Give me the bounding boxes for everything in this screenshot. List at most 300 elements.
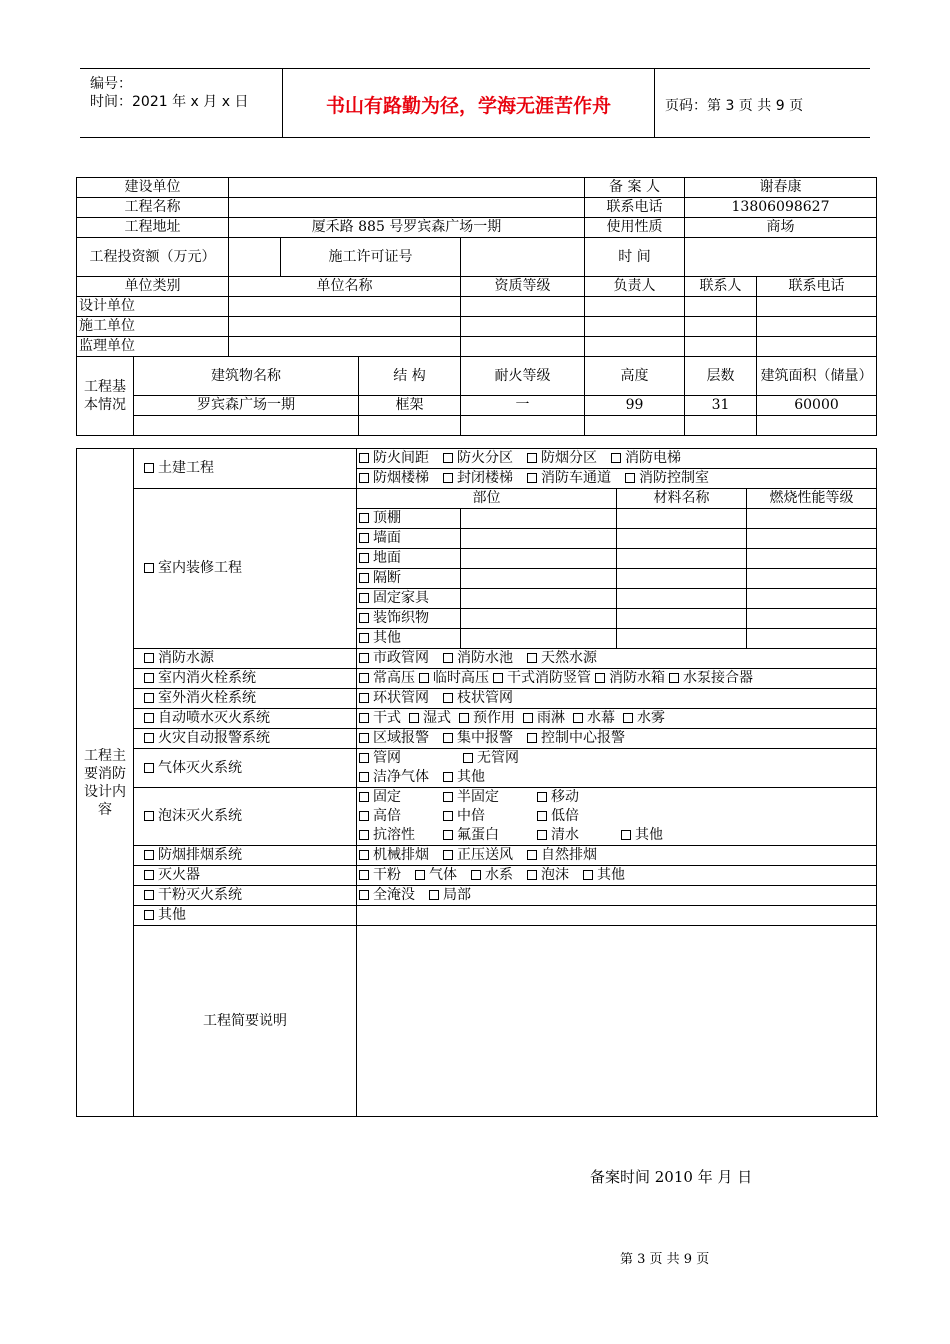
part-option[interactable] (357, 609, 461, 629)
unit-name-cell[interactable] (229, 297, 461, 317)
material-cell[interactable] (617, 629, 747, 649)
checkbox-icon[interactable] (359, 811, 369, 821)
option-label: 预作用 (473, 710, 515, 726)
time-label: 时间：2021 年 x 月 x 日 (90, 94, 249, 110)
contact-phone-cell[interactable] (757, 337, 877, 357)
basic-header-row (77, 357, 877, 396)
checkbox-icon[interactable] (443, 792, 453, 802)
contact-phone-cell[interactable] (757, 297, 877, 317)
checkbox-icon[interactable] (443, 453, 453, 463)
sprinkler-label: 自动喷水灭火系统 (158, 710, 270, 726)
option-label: 气体 (429, 867, 457, 883)
option-label: 消防水池 (457, 650, 513, 666)
qualification-cell[interactable] (461, 317, 585, 337)
checkbox-icon[interactable] (573, 713, 583, 723)
checkbox-icon[interactable] (527, 453, 537, 463)
checkbox-icon[interactable] (359, 553, 369, 563)
indoor-hydrant-row (77, 669, 877, 689)
alarm-label: 火灾自动报警系统 (158, 730, 270, 746)
part-option[interactable] (357, 529, 461, 549)
checkbox-icon[interactable] (144, 713, 154, 723)
gas-label: 气体灭火系统 (158, 759, 242, 776)
unit-type: 施工单位 (77, 317, 229, 337)
basic-empty-row (77, 416, 877, 436)
checkbox-icon[interactable] (144, 811, 154, 821)
part-option[interactable] (357, 569, 461, 589)
alarm-item[interactable] (134, 729, 357, 749)
page-number: 第 3 页 共 9 页 (620, 1252, 710, 1267)
checkbox-icon[interactable] (669, 673, 679, 683)
header-page: 页码：第 3 页 共 9 页 (665, 98, 804, 114)
header-motto: 书山有路勤为径，学海无涯苦作舟 (325, 95, 611, 117)
option-label: 清水 (551, 827, 579, 843)
area[interactable]: 60000 (757, 396, 877, 416)
checkbox-icon[interactable] (527, 850, 537, 860)
checkbox-icon[interactable] (459, 713, 469, 723)
combustion-cell[interactable] (747, 609, 877, 629)
construction-unit-value[interactable] (229, 178, 585, 198)
checkbox-icon[interactable] (463, 753, 473, 763)
interior-item[interactable] (134, 489, 357, 649)
checkbox-icon[interactable] (359, 513, 369, 523)
checkbox-icon[interactable] (623, 713, 633, 723)
extinguisher-row (77, 866, 877, 886)
checkbox-icon[interactable] (527, 870, 537, 880)
empty-cell[interactable] (585, 416, 685, 436)
contact-cell[interactable] (685, 317, 757, 337)
basic-value-row (77, 396, 877, 416)
unit-name-cell[interactable] (229, 337, 461, 357)
civil-options-1 (357, 449, 877, 469)
phone-value[interactable]: 13806098627 (685, 198, 877, 218)
row-construction-unit (77, 178, 877, 198)
option-label: 消防控制室 (639, 470, 709, 486)
checkbox-icon[interactable] (359, 633, 369, 643)
fire-rating-header: 耐火等级 (461, 357, 585, 396)
indoor-hydrant-options (357, 669, 877, 689)
combustion-cell[interactable] (747, 629, 877, 649)
phone-label: 联系电话 (585, 198, 685, 218)
building-name-header: 建筑物名称 (134, 357, 359, 396)
unit-type: 监理单位 (77, 337, 229, 357)
option-label: 半固定 (457, 789, 499, 805)
empty-cell[interactable] (359, 416, 461, 436)
permit-value[interactable] (461, 238, 585, 277)
contact-cell[interactable] (685, 297, 757, 317)
checkbox-icon[interactable] (443, 830, 453, 840)
checkbox-icon[interactable] (359, 473, 369, 483)
time-field-value[interactable] (685, 238, 877, 277)
option-label: 水系 (485, 867, 513, 883)
checkbox-icon[interactable] (359, 830, 369, 840)
powder-options (357, 886, 877, 906)
construction-unit-label: 建设单位 (77, 178, 229, 198)
option-label: 水幕 (587, 710, 615, 726)
contact-phone-header: 联系电话 (757, 277, 877, 297)
checkbox-icon[interactable] (359, 533, 369, 543)
checkbox-icon[interactable] (527, 733, 537, 743)
option-label: 中倍 (457, 808, 485, 824)
usage-label: 使用性质 (585, 218, 685, 238)
checkbox-icon[interactable] (359, 733, 369, 743)
floors-header: 层数 (685, 357, 757, 396)
extinguisher-item[interactable] (134, 866, 357, 886)
checkbox-icon[interactable] (359, 653, 369, 663)
option-label: 常高压 (373, 670, 415, 686)
other-row (77, 906, 877, 926)
checkbox-icon[interactable] (144, 763, 154, 773)
checkbox-icon[interactable] (144, 850, 154, 860)
checkbox-icon[interactable] (443, 473, 453, 483)
design-table (76, 448, 877, 1117)
powder-label: 干粉灭火系统 (158, 887, 242, 903)
checkbox-icon[interactable] (471, 870, 481, 880)
unit-type: 设计单位 (77, 297, 229, 317)
option-label: 机械排烟 (373, 847, 429, 863)
part-cell[interactable] (461, 589, 617, 609)
checkbox-icon[interactable] (415, 870, 425, 880)
part-label: 地面 (373, 550, 401, 566)
responsible-cell[interactable] (585, 317, 685, 337)
row-project-name (77, 198, 877, 218)
foam-options-3 (357, 826, 877, 846)
header-motto-cell (283, 69, 655, 137)
foam-options-2 (357, 807, 877, 826)
checkbox-icon[interactable] (443, 850, 453, 860)
smoke-label: 防烟排烟系统 (158, 847, 242, 863)
unit-row (77, 317, 877, 337)
checkbox-icon[interactable] (443, 693, 453, 703)
summary-row (77, 926, 877, 1117)
contact-header: 联系人 (685, 277, 757, 297)
option-label: 枝状管网 (457, 690, 513, 706)
material-cell[interactable] (617, 609, 747, 629)
option-label: 区域报警 (373, 730, 429, 746)
option-label: 封闭楼梯 (457, 470, 513, 486)
units-header-row (77, 277, 877, 297)
option-label: 水泵接合器 (683, 670, 753, 686)
structure[interactable]: 框架 (359, 396, 461, 416)
checkbox-icon[interactable] (443, 811, 453, 821)
gas-item[interactable] (134, 749, 357, 788)
qualification-cell[interactable] (461, 297, 585, 317)
empty-cell[interactable] (461, 416, 585, 436)
option-label: 其他 (597, 867, 625, 883)
option-label: 干式消防竖管 (507, 670, 591, 686)
checkbox-icon[interactable] (595, 673, 605, 683)
permit-label: 施工许可证号 (281, 238, 461, 277)
option-label: 无管网 (477, 750, 519, 766)
part-header: 部位 (357, 489, 617, 509)
checkbox-icon[interactable] (523, 713, 533, 723)
address-label: 工程地址 (77, 218, 229, 238)
other-item[interactable] (134, 906, 357, 926)
gas-options-2 (357, 768, 877, 788)
indoor-hydrant-label: 室内消火栓系统 (158, 670, 256, 686)
checkbox-icon[interactable] (144, 890, 154, 900)
smoke-options (357, 846, 877, 866)
combustion-cell[interactable] (747, 529, 877, 549)
checkbox-icon[interactable] (359, 573, 369, 583)
summary-value[interactable] (357, 926, 877, 1117)
option-label: 氟蛋白 (457, 827, 499, 843)
combustion-cell[interactable] (747, 569, 877, 589)
extinguisher-label: 灭火器 (158, 867, 200, 883)
option-label: 高倍 (373, 808, 401, 824)
checkbox-icon[interactable] (359, 673, 369, 683)
checkbox-icon[interactable] (625, 473, 635, 483)
part-label: 顶棚 (373, 510, 401, 526)
checkbox-icon[interactable] (537, 811, 547, 821)
contact-phone-cell[interactable] (757, 317, 877, 337)
checkbox-icon[interactable] (443, 653, 453, 663)
option-label: 环状管网 (373, 690, 429, 706)
combustion-cell[interactable] (747, 509, 877, 529)
foam-label: 泡沫灭火系统 (158, 808, 242, 824)
checkbox-icon[interactable] (359, 772, 369, 782)
option-label: 全淹没 (373, 887, 415, 903)
interior-header-row (77, 489, 877, 509)
checkbox-icon[interactable] (144, 870, 154, 880)
checkbox-icon[interactable] (537, 830, 547, 840)
option-label: 消防电梯 (625, 450, 681, 466)
option-label: 防烟分区 (541, 450, 597, 466)
alarm-row (77, 729, 877, 749)
foam-row-1 (77, 788, 877, 808)
part-label: 固定家具 (373, 590, 429, 606)
smoke-item[interactable] (134, 846, 357, 866)
qualification-cell[interactable] (461, 337, 585, 357)
material-cell[interactable] (617, 549, 747, 569)
gas-row-1 (77, 749, 877, 769)
header-meta (80, 69, 283, 137)
checkbox-icon[interactable] (144, 653, 154, 663)
checkbox-icon[interactable] (493, 673, 503, 683)
material-cell[interactable] (617, 569, 747, 589)
option-label: 局部 (443, 887, 471, 903)
option-label: 雨淋 (537, 710, 565, 726)
building-name[interactable]: 罗宾森广场一期 (134, 396, 359, 416)
water-source-label: 消防水源 (158, 650, 214, 666)
option-label: 洁净气体 (373, 769, 429, 785)
option-label: 水雾 (637, 710, 665, 726)
height[interactable]: 99 (585, 396, 685, 416)
option-label: 自然排烟 (541, 847, 597, 863)
smoke-row (77, 846, 877, 866)
option-label: 抗溶性 (373, 827, 415, 843)
foam-options-1 (357, 788, 877, 808)
other-value[interactable] (357, 906, 877, 926)
part-option[interactable] (357, 629, 461, 649)
option-label: 泡沫 (541, 867, 569, 883)
alarm-options (357, 729, 877, 749)
option-label: 移动 (551, 789, 579, 805)
outdoor-hydrant-options (357, 689, 877, 709)
option-label: 低倍 (551, 808, 579, 824)
qualification-header: 资质等级 (461, 277, 585, 297)
filer-value[interactable]: 谢春康 (685, 178, 877, 198)
responsible-cell[interactable] (585, 297, 685, 317)
option-label: 其他 (457, 769, 485, 785)
checkbox-icon[interactable] (359, 593, 369, 603)
part-option[interactable] (357, 589, 461, 609)
empty-cell[interactable] (685, 416, 757, 436)
option-label: 临时高压 (433, 670, 489, 686)
checkbox-icon[interactable] (144, 733, 154, 743)
water-source-options (357, 649, 877, 669)
structure-header: 结 构 (359, 357, 461, 396)
option-label: 市政管网 (373, 650, 429, 666)
combustion-cell[interactable] (747, 589, 877, 609)
checkbox-icon[interactable] (359, 792, 369, 802)
water-source-item[interactable] (134, 649, 357, 669)
filing-time: 备案时间 2010 年 月 日 (590, 1168, 753, 1186)
time-field-label: 时 间 (585, 238, 685, 277)
option-label: 消防水箱 (609, 670, 665, 686)
floors[interactable]: 31 (685, 396, 757, 416)
option-label: 正压送风 (457, 847, 513, 863)
option-label: 天然水源 (541, 650, 597, 666)
indoor-hydrant-item[interactable] (134, 669, 357, 689)
material-cell[interactable] (617, 509, 747, 529)
unit-name-cell[interactable] (229, 317, 461, 337)
checkbox-icon[interactable] (359, 713, 369, 723)
checkbox-icon[interactable] (359, 890, 369, 900)
option-label: 湿式 (423, 710, 451, 726)
summary-label: 工程简要说明 (134, 926, 357, 1117)
checkbox-icon[interactable] (611, 453, 621, 463)
investment-value[interactable] (229, 238, 281, 277)
checkbox-icon[interactable] (359, 693, 369, 703)
basic-label: 工程基本情况 (77, 357, 134, 436)
option-label: 固定 (373, 789, 401, 805)
row-address (77, 218, 877, 238)
empty-cell[interactable] (757, 416, 877, 436)
part-label: 墙面 (373, 530, 401, 546)
option-label: 消防车通道 (541, 470, 611, 486)
checkbox-icon[interactable] (443, 733, 453, 743)
row-investment (77, 238, 877, 277)
area-header: 建筑面积（储量） (757, 357, 877, 396)
gas-options-1 (357, 749, 877, 769)
checkbox-icon[interactable] (443, 772, 453, 782)
checkbox-icon[interactable] (359, 613, 369, 623)
extinguisher-options (357, 866, 877, 886)
part-label: 其他 (373, 630, 401, 646)
option-label: 防火间距 (373, 450, 429, 466)
design-label: 工程主要消防设计内容 (77, 449, 134, 1117)
checkbox-icon[interactable] (144, 693, 154, 703)
part-cell[interactable] (461, 549, 617, 569)
unit-name-header: 单位名称 (229, 277, 461, 297)
part-label: 装饰织物 (373, 610, 429, 626)
part-option[interactable] (357, 509, 461, 529)
powder-item[interactable] (134, 886, 357, 906)
checkbox-icon[interactable] (144, 463, 154, 473)
outdoor-hydrant-item[interactable] (134, 689, 357, 709)
sprinkler-options (357, 709, 877, 729)
combustion-header: 燃烧性能等级 (747, 489, 877, 509)
sprinkler-item[interactable] (134, 709, 357, 729)
part-label: 隔断 (373, 570, 401, 586)
project-name-value[interactable] (229, 198, 585, 218)
responsible-header: 负责人 (585, 277, 685, 297)
checkbox-icon[interactable] (429, 890, 439, 900)
option-label: 防火分区 (457, 450, 513, 466)
part-cell[interactable] (461, 569, 617, 589)
checkbox-icon[interactable] (144, 563, 154, 573)
material-cell[interactable] (617, 589, 747, 609)
option-label: 其他 (635, 827, 663, 843)
outdoor-hydrant-row (77, 689, 877, 709)
fire-rating[interactable]: 一 (461, 396, 585, 416)
checkbox-icon[interactable] (359, 870, 369, 880)
option-label: 控制中心报警 (541, 730, 625, 746)
checkbox-icon[interactable] (359, 453, 369, 463)
checkbox-icon[interactable] (621, 830, 631, 840)
contact-cell[interactable] (685, 337, 757, 357)
civil-item[interactable] (134, 449, 357, 489)
checkbox-icon[interactable] (359, 850, 369, 860)
usage-value[interactable]: 商场 (685, 218, 877, 238)
option-label: 集中报警 (457, 730, 513, 746)
empty-cell[interactable] (134, 416, 359, 436)
material-cell[interactable] (617, 529, 747, 549)
part-option[interactable] (357, 549, 461, 569)
responsible-cell[interactable] (585, 337, 685, 357)
checkbox-icon[interactable] (359, 753, 369, 763)
civil-options-2 (357, 469, 877, 489)
filing-form-table (76, 177, 877, 436)
civil-label: 土建工程 (158, 460, 214, 476)
checkbox-icon[interactable] (583, 870, 593, 880)
investment-label: 工程投资额（万元） (77, 238, 229, 277)
height-header: 高度 (585, 357, 685, 396)
unit-type-header: 单位类别 (77, 277, 229, 297)
part-cell[interactable] (461, 609, 617, 629)
filer-label: 备 案 人 (585, 178, 685, 198)
civil-row-1 (77, 449, 877, 469)
interior-label: 室内装修工程 (158, 560, 242, 576)
option-label: 干粉 (373, 867, 401, 883)
checkbox-icon[interactable] (527, 473, 537, 483)
unit-row (77, 297, 877, 317)
address-value[interactable]: 厦禾路 885 号罗宾森广场一期 (229, 218, 585, 238)
sprinkler-row (77, 709, 877, 729)
checkbox-icon[interactable] (144, 910, 154, 920)
checkbox-icon[interactable] (527, 653, 537, 663)
other-label: 其他 (158, 907, 186, 923)
combustion-cell[interactable] (747, 549, 877, 569)
checkbox-icon[interactable] (144, 673, 154, 683)
page-header (80, 68, 870, 138)
option-label: 管网 (373, 750, 401, 766)
part-cell[interactable] (461, 509, 617, 529)
checkbox-icon[interactable] (409, 713, 419, 723)
foam-item[interactable] (134, 788, 357, 846)
option-label: 干式 (373, 710, 401, 726)
project-name-label: 工程名称 (77, 198, 229, 218)
checkbox-icon[interactable] (537, 792, 547, 802)
unit-row (77, 337, 877, 357)
water-source-row (77, 649, 877, 669)
checkbox-icon[interactable] (419, 673, 429, 683)
material-header: 材料名称 (617, 489, 747, 509)
outdoor-hydrant-label: 室外消火栓系统 (158, 690, 256, 706)
part-cell[interactable] (461, 529, 617, 549)
part-cell[interactable] (461, 629, 617, 649)
option-label: 防烟楼梯 (373, 470, 429, 486)
